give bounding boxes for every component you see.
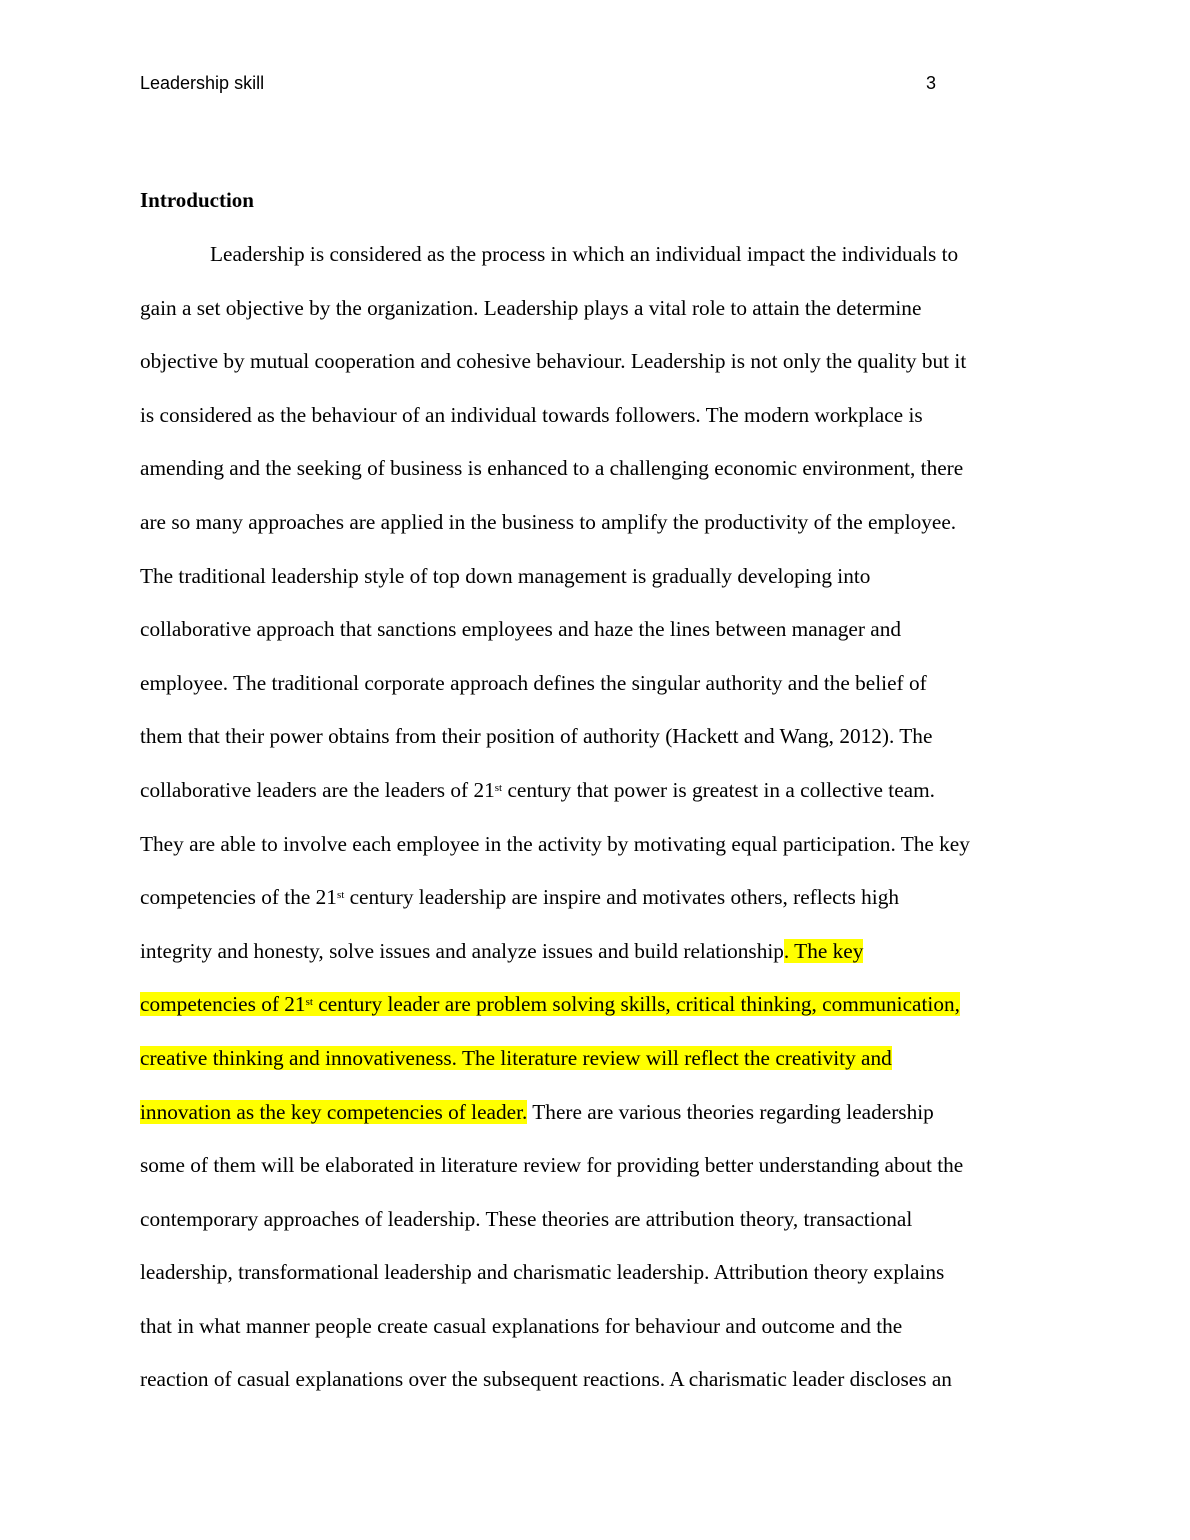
highlighted-text: innovation as the key competencies of leader. [140, 1099, 528, 1124]
text-line: some of them will be elaborated in literature review for providing better understanding about the [140, 1153, 964, 1178]
text-line: gain a set objective by the organization. Leadership plays a vital role to attain the determine [140, 295, 922, 320]
superscript: st [305, 996, 313, 1009]
text-line: is considered as the behaviour of an individual towards followers. The modern workplace is [140, 402, 923, 427]
text-line: innovation as the key competencies of leader. There are various theories regarding leadership [140, 1099, 934, 1124]
text-line: collaborative approach that sanctions employees and haze the lines between manager and [140, 617, 902, 642]
text-line [140, 990, 1060, 1044]
highlighted-text: competencies of 21st century leader are problem solving skills, critical thinking, communication, [140, 992, 960, 1017]
text-line: The traditional leadership style of top down management is gradually developing into [140, 563, 871, 588]
text-line: are so many approaches are applied in the business to amplify the productivity of the employee. [140, 509, 957, 534]
text-line: them that their power obtains from their position of authority (Hackett and Wang, 2012). The [140, 724, 933, 749]
highlighted-text: creative thinking and innovativeness. The literature review will reflect the creativity and [140, 1045, 892, 1070]
highlighted-text: . The key [783, 938, 864, 963]
text-line: amending and the seeking of business is enhanced to a challenging economic environment, there [140, 456, 964, 481]
text-line: collaborative leaders are the leaders of 21st century that power is greatest in a collective team. [140, 777, 935, 802]
superscript: st [336, 889, 345, 902]
text-line: reaction of casual explanations over the subsequent reactions. A charismatic leader discloses an [140, 1367, 952, 1392]
text-line: integrity and honesty, solve issues and analyze issues and build relationship. The key [140, 938, 864, 963]
text-line: employee. The traditional corporate approach defines the singular authority and the belief of [140, 670, 927, 695]
text-line: that in what manner people create casual explanations for behaviour and outcome and the [140, 1313, 903, 1338]
text-line [140, 1044, 1060, 1098]
text-line: objective by mutual cooperation and cohesive behaviour. Leadership is not only the quality but it [140, 349, 967, 374]
text-line: contemporary approaches of leadership. These theories are attribution theory, transactional [140, 1206, 913, 1231]
text-line: leadership, transformational leadership and charismatic leadership. Attribution theory explains [140, 1260, 945, 1285]
body-paragraph [140, 240, 1060, 1419]
text-line: They are able to involve each employee in the activity by motivating equal participation. The key [140, 831, 970, 856]
page-number: 3 [926, 73, 937, 93]
superscript: st [494, 781, 503, 794]
text-line: Leadership is considered as the process in which an individual impact the individuals to [210, 242, 959, 266]
section-heading: Introduction [140, 188, 254, 212]
running-head: Leadership skill [140, 73, 265, 93]
text-line: competencies of the 21st century leadership are inspire and motivates others, reflects high [140, 885, 899, 910]
